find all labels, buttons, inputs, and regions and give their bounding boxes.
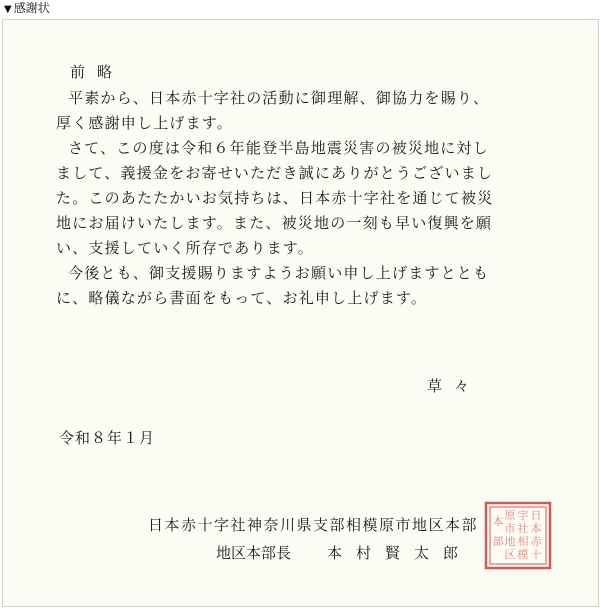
svg-text:部: 部 [492, 535, 504, 548]
svg-text:本: 本 [530, 522, 542, 535]
svg-text:十: 十 [530, 548, 542, 561]
svg-text:赤: 赤 [530, 535, 542, 548]
body-line: 今後とも、御支援賜りますようお願い申し上げますととも [68, 264, 490, 282]
signature-line [216, 542, 472, 563]
svg-text:市: 市 [504, 522, 516, 535]
body-line: さて、この度は令和６年能登半島地震災害の被災地に対し [68, 139, 489, 157]
official-seal-stamp [484, 501, 552, 570]
svg-text:区: 区 [504, 548, 516, 561]
section-title: 感謝状 [13, 1, 50, 15]
svg-text:日: 日 [530, 509, 542, 522]
letter-body [56, 86, 541, 311]
svg-text:本: 本 [492, 515, 504, 528]
letter-opening: 前略 [70, 63, 125, 81]
letter-document [2, 19, 599, 607]
body-line: い、支援していく所存であります。 [56, 239, 315, 257]
svg-text:字: 字 [517, 509, 529, 522]
svg-text:模: 模 [517, 548, 529, 561]
body-line: 地にお届けいたします。また、被災地の一刻も早い復興を願 [56, 214, 493, 232]
letter-date: 令和８年１月 [59, 429, 156, 447]
svg-text:相: 相 [517, 535, 529, 548]
section-header [4, 0, 50, 16]
letter-closing: 草々 [427, 377, 482, 395]
signer-name: 本村賢太郎 [327, 544, 473, 562]
svg-text:地: 地 [504, 535, 516, 548]
body-line: 平素から、日本赤十字社の活動に御理解、御協力を賜り、 [68, 89, 490, 107]
svg-text:原: 原 [504, 509, 516, 522]
body-line: 厚く感謝申し上げます。 [56, 114, 234, 132]
svg-text:社: 社 [517, 522, 529, 535]
position-title: 地区本部長 [216, 544, 292, 562]
organization-name: 日本赤十字社神奈川県支部相模原市地区本部 [148, 516, 479, 534]
triangle-down-icon: ▼ [4, 4, 12, 15]
body-line: た。このあたたかいお気持ちは、日本赤十字社を通じて被災 [56, 189, 494, 207]
body-line: まして、義援金をお寄せいただき誠にありがとうございまし [56, 164, 494, 182]
body-line: に、略儀ながら書面をもって、お礼申し上げます。 [56, 289, 428, 307]
